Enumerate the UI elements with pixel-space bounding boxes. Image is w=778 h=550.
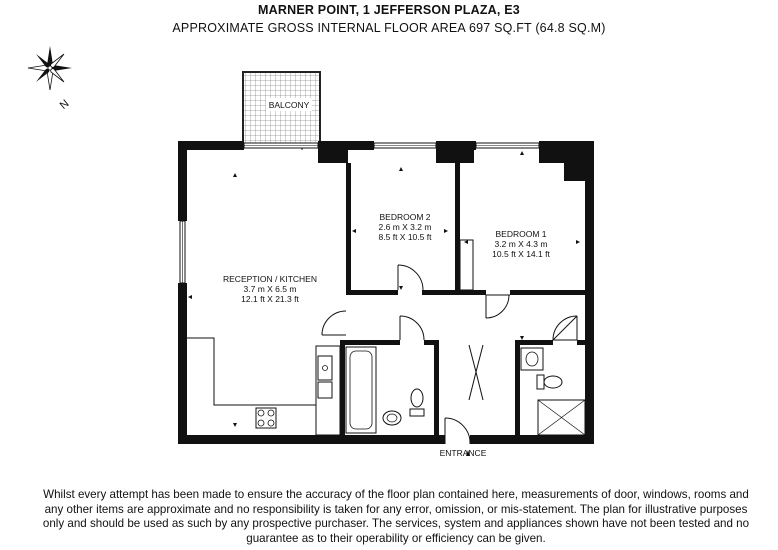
compass-rose-icon xyxy=(28,46,72,90)
interior-walls xyxy=(340,163,590,435)
disclaimer-text: Whilst every attempt has been made to ensure the accuracy of the floor plan contained here, measurements of door, windows, rooms and any other items are approximate and no responsibility is taken for any error, omission, or mis-statement. The plan for illustrative purposes only and should be used as such by any prospective purchaser. The services, system and appliances shown have not been tested and no guarantee as to their operability or efficiency can be given. xyxy=(42,488,750,545)
compass-north-label: N xyxy=(57,97,72,112)
bedroom2-metric: 2.6 m X 3.2 m xyxy=(378,222,432,232)
reception-name: RECEPTION / KITCHEN xyxy=(223,274,317,284)
bedroom1-metric: 3.2 m X 4.3 m xyxy=(494,239,548,249)
floor-area-subtitle: APPROXIMATE GROSS INTERNAL FLOOR AREA 697 SQ.FT (64.8 SQ.M) xyxy=(172,21,606,35)
windows xyxy=(180,143,539,283)
bathtub-icon xyxy=(346,347,376,433)
wardrobe xyxy=(460,240,473,290)
plan-title: MARNER POINT, 1 JEFFERSON PLAZA, E3 xyxy=(258,3,520,17)
ensuite-toilet-icon xyxy=(537,375,562,389)
bedroom1-imperial: 10.5 ft X 14.1 ft xyxy=(492,249,550,259)
balcony-label: BALCONY xyxy=(268,100,310,110)
hob-icon xyxy=(256,408,276,428)
kitchen-sink-icon xyxy=(318,356,332,398)
ensuite-basin-icon xyxy=(521,348,543,370)
toilet-icon xyxy=(410,389,424,416)
basin-icon xyxy=(383,411,401,425)
entrance-label: ENTRANCE xyxy=(439,448,487,458)
shower-icon xyxy=(538,400,585,435)
bedroom2-name: BEDROOM 2 xyxy=(379,212,431,222)
reception-metric: 3.7 m X 6.5 m xyxy=(243,284,297,294)
bedroom2-imperial: 8.5 ft X 10.5 ft xyxy=(378,232,432,242)
reception-imperial: 12.1 ft X 21.3 ft xyxy=(241,294,299,304)
bedroom1-name: BEDROOM 1 xyxy=(495,229,547,239)
